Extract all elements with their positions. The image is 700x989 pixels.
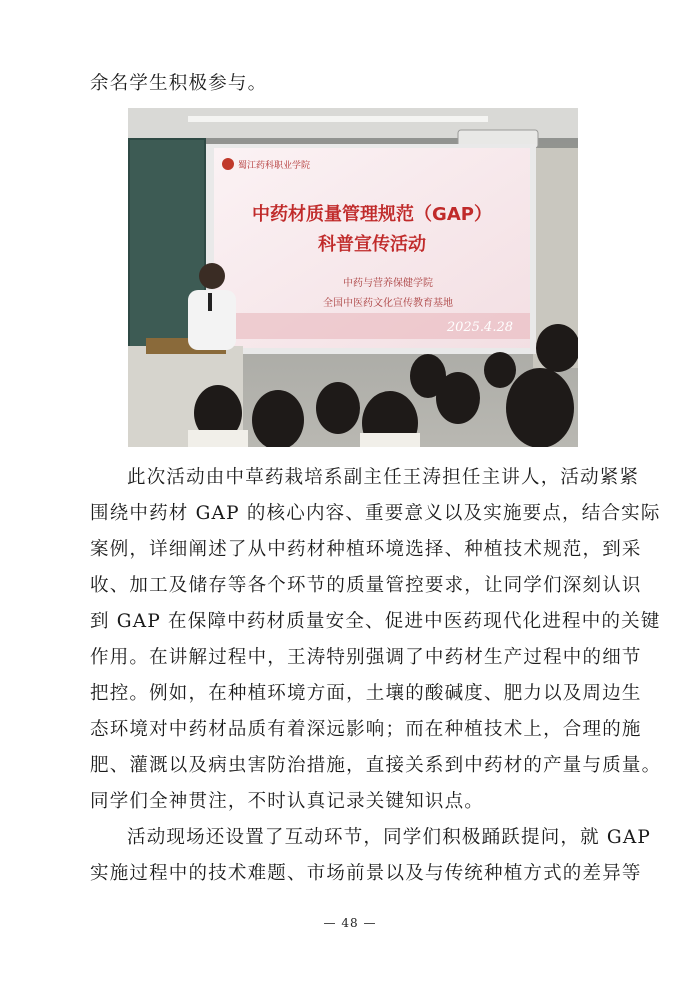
text-line: 肥、灌溉以及病虫害防治措施，直接关系到中药材的产量与质量。 — [90, 755, 662, 776]
text-line: 把控。例如，在种植环境方面，土壤的酸碱度、肥力以及周边生 — [90, 683, 642, 704]
text-line: 活动现场还设置了互动环节，同学们积极踊跃提问，就 GAP — [127, 827, 652, 848]
text-line: 收、加工及储存等各个环节的质量管控要求，让同学们深刻认识 — [90, 575, 642, 596]
text-line: 到 GAP 在保障中药材质量安全、促进中医药现代化进程中的关键 — [90, 611, 661, 632]
page-number: — 48 — — [323, 916, 377, 930]
top-text — [90, 66, 620, 102]
slide-org2: 全国中医药文化宣传教育基地 — [323, 298, 453, 309]
slide-title-line2: 科普宣传活动 — [318, 234, 426, 255]
text-line: 同学们全神贯注，不时认真记录关键知识点。 — [90, 791, 485, 812]
slide-title-line1: 中药材质量管理规范（GAP） — [252, 204, 492, 225]
lecture-photo-illustration — [128, 108, 578, 447]
text-line: 案例，详细阐述了从中药材种植环境选择、种植技术规范，到采 — [90, 539, 642, 560]
paragraph-1 — [90, 460, 662, 820]
event-photo — [128, 108, 578, 447]
slide-date: 2025.4.28 — [446, 320, 513, 335]
text-line: 实施过程中的技术难题、市场前景以及与传统种植方式的差异等 — [90, 863, 642, 884]
slide-org1: 中药与营养保健学院 — [343, 278, 433, 289]
text-line: 余名学生积极参与。 — [90, 73, 268, 94]
text-line: 围绕中药材 GAP 的核心内容、重要意义以及实施要点，结合实际 — [90, 503, 661, 524]
slide-logo-text: 蜀江药科职业学院 — [238, 161, 311, 171]
text-line: 态环境对中药材品质有着深远影响；而在种植技术上，合理的施 — [90, 719, 642, 740]
text-line: 作用。在讲解过程中，王涛特别强调了中药材生产过程中的细节 — [90, 647, 642, 668]
paragraph-2 — [90, 820, 652, 892]
text-line: 此次活动由中草药栽培系副主任王涛担任主讲人，活动紧紧 — [127, 467, 640, 488]
